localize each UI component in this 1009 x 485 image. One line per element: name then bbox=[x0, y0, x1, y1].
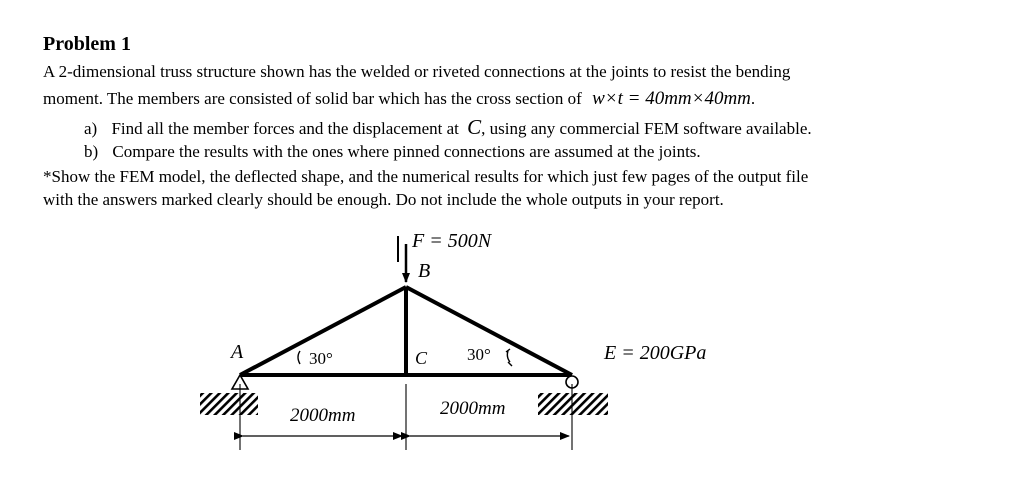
item-a-variable: C bbox=[467, 115, 482, 139]
cross-section-formula: w×t = 40mm×40mm bbox=[592, 88, 751, 109]
modulus-label: E = 200GPa bbox=[604, 342, 707, 364]
angle-left-label: 30° bbox=[309, 349, 333, 368]
note-line-1: *Show the FEM model, the deflected shape, and the numerical results for which just few pages of the output file bbox=[43, 167, 809, 186]
angle-left-arc bbox=[298, 351, 300, 364]
item-b-label: b) bbox=[84, 142, 99, 161]
node-c-label: C bbox=[415, 348, 428, 368]
intro-line-1: A 2-dimensional truss structure shown has the welded or riveted connections at the joints to resist the bending bbox=[43, 62, 791, 81]
dim-right-label: 2000mm bbox=[440, 398, 506, 419]
intro-line-2-text: moment. The members are consisted of solid bar which has the cross section of bbox=[43, 89, 582, 108]
node-b-label: B bbox=[418, 260, 431, 282]
item-a-text: Find all the member forces and the displacement at bbox=[111, 119, 459, 138]
problem-title: Problem 1 bbox=[43, 33, 131, 55]
angle-right-label: 30° bbox=[467, 345, 491, 364]
ground-left-hatch bbox=[200, 393, 258, 415]
force-label: F = 500N bbox=[412, 230, 492, 252]
item-b-text: Compare the results with the ones where pinned connections are assumed at the joints. bbox=[112, 142, 701, 161]
node-a-label: A bbox=[231, 341, 244, 363]
dim-left-label: 2000mm bbox=[290, 405, 356, 426]
note-line-2: with the answers marked clearly should be enough. Do not include the whole outputs in your report. bbox=[43, 190, 724, 209]
intro-end: . bbox=[750, 89, 756, 108]
angle-right-arc bbox=[506, 349, 512, 366]
ground-right-hatch bbox=[538, 393, 608, 415]
item-a-label: a) bbox=[84, 119, 98, 138]
item-a-text-end: , using any commercial FEM software available. bbox=[481, 119, 812, 138]
